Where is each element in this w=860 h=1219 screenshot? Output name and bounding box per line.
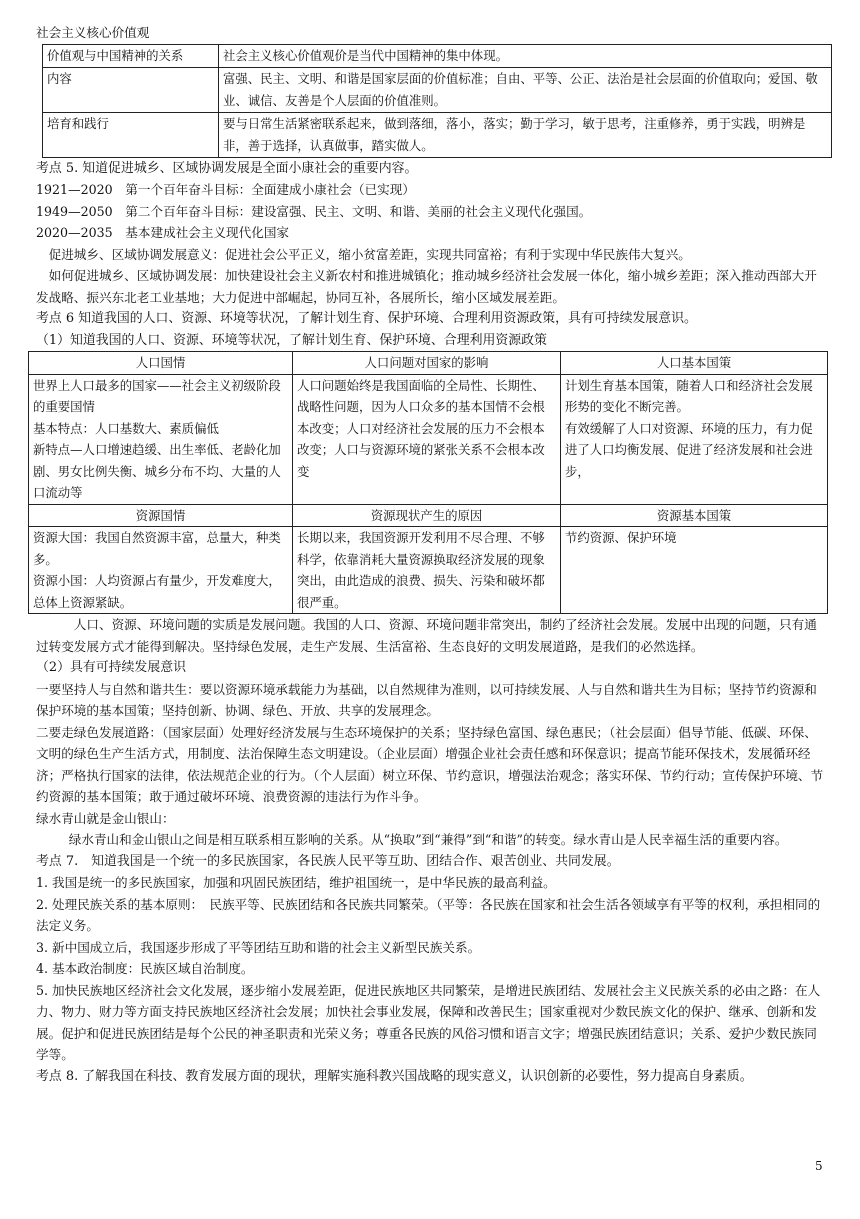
table-cell: 节约资源、保护环境 xyxy=(561,527,828,614)
kd7-item-2: 2. 处理民族关系的基本原则： 民族平等、民族团结和各民族共同繁荣。（平等：各民族在国家和社会生活各领域享有平等的权利，承担相同的法定义务。 xyxy=(36,896,821,933)
table-cell: 长期以来，我国资源开发利用不尽合理、不够科学，依靠消耗大量资源换取经济发展的现象突出，由此造成的浪费、损失、污染和破坏都很严重。 xyxy=(293,527,561,614)
table-cell-content: 要与日常生活紧密联系起来，做到落细，落小，落实；勤于学习，敏于思考，注重修养，勇于实践，明辨是非，善于选择，认真做事，踏实做人。 xyxy=(219,112,832,157)
kd5-paragraph-methods: 如何促进城乡、区域协调发展：加快建设社会主义新农村和推进城镇化；推动城乡经济社会发展一体化，缩小城乡差距；深入推动西部大开发战略、振兴东北老工业基地；大力促进中部崛起，协同互补，各展所长，缩小区域发展差距。 xyxy=(36,268,817,305)
table-header: 资源现状产生的原因 xyxy=(293,504,561,527)
table-header: 人口问题对国家的影响 xyxy=(293,352,561,375)
kd7-title: 考点 7. 知道我国是一个统一的多民族国家，各民族人民平等互助、团结合作、艰苦创业、共同发展。 xyxy=(36,853,620,869)
table-header: 资源基本国策 xyxy=(561,504,828,527)
table-row xyxy=(29,527,828,614)
table-row xyxy=(29,374,828,504)
table-row xyxy=(43,44,832,67)
table-header-row xyxy=(29,352,828,375)
kd6-subtitle-1: （1）知道我国的人口、资源、环境等状况，了解计划生育、保护环境、合理利用资源政策 xyxy=(36,332,547,348)
table-header: 人口国情 xyxy=(29,352,293,375)
table-cell-content: 社会主义核心价值观价是当代中国精神的集中体现。 xyxy=(219,44,832,67)
table-cell-label: 培育和践行 xyxy=(43,112,219,157)
section-title: 社会主义核心价值观 xyxy=(36,25,150,40)
kd5-title: 考点 5. 知道促进城乡、区域协调发展是全面小康社会的重要内容。 xyxy=(36,160,418,176)
table-cell: 计划生育基本国策，随着人口和经济社会发展形势的变化不断完善。 有效缓解了人口对资源、环境的压力，有力促进了人口均衡发展、促进了经济发展和社会进步， xyxy=(561,374,828,504)
kd5-paragraph-significance: 促进城乡、区域协调发展意义：促进社会公平正义，缩小贫富差距，实现共同富裕；有利于实现中华民族伟大复兴。 xyxy=(48,246,691,262)
kd7-item-3: 3. 新中国成立后，我国逐步形成了平等团结互助和谐的社会主义新型民族关系。 xyxy=(36,939,481,955)
kd8-title: 考点 8. 了解我国在科技、教育发展方面的现状，理解实施科教兴国战略的现实意义，认识创新的必要性，努力提高自身素质。 xyxy=(36,1068,753,1084)
kd6-paragraph-green: 二要走绿色发展道路：（国家层面）处理好经济发展与生态环境保护的关系；坚持绿色富国、绿色惠民；（社会层面）倡导节能、低碳、环保、文明的绿色生产生活方式，用制度、法治保障生态文明建设。（企业层面）增强企业社会责任感和环保意识；提高节能环保技术，发展循环经济；严格执行国家的法律，依法规范企业的行为。（个人层面）树立环保、节约意识，增强法治观念；落实环保、节约行动；宣传保护环境、节约资源的基本国策；敢于通过破坏环境、浪费资源的违法行为作斗争。 xyxy=(36,724,824,804)
page-number: 5 xyxy=(815,1159,823,1173)
table-header: 人口基本国策 xyxy=(561,352,828,375)
kd6-title: 考点 6 知道我国的人口、资源、环境等状况，了解计划生育、保护环境、合理利用资源政策，具有可持续发展意识。 xyxy=(36,311,697,326)
population-resources-table xyxy=(28,351,828,614)
table-cell: 资源大国：我国自然资源丰富，总量大，种类多。 资源小国：人均资源占有量少，开发难度大，总体上资源紧缺。 xyxy=(29,527,293,614)
document-page xyxy=(33,22,826,1087)
kd5-line1: 1921—2020 第一个百年奋斗目标：全面建成小康社会（已实现） xyxy=(36,182,415,197)
table-cell-label: 内容 xyxy=(43,67,219,112)
kd6-subtitle-2: （2）具有可持续发展意识 xyxy=(36,660,186,675)
kd6-paragraph-mountains-detail: 绿水青山和金山银山之间是相互联系相互影响的关系。从“换取”到“兼得”到“和谐”的转变。绿水青山是人民幸福生活的重要内容。 xyxy=(68,832,788,847)
core-values-table xyxy=(42,44,832,158)
kd5-line3: 2020—2035 基本建成社会主义现代化国家 xyxy=(36,225,290,240)
kd7-item-5: 5. 加快民族地区经济社会文化发展，逐步缩小发展差距，促进民族地区共同繁荣，是增进民族团结、发展社会主义民族关系的必由之路：在人力、物力、财力等方面支持民族地区经济社会发展；加快社会事业发展，保障和改善民生；国家重视对少数民族文化的保护、继承、创新和发展。促护和促进民族团结是每个公民的神圣职责和光荣义务；尊重各民族的风俗习惯和语言文字；增强民族团结意识；关系、爱护少数民族同学等。 xyxy=(36,982,821,1062)
table-cell: 世界上人口最多的国家——社会主义初级阶段的重要国情 基本特点：人口基数大、素质偏低 新特点—人口增速趋缓、出生率低、老龄化加剧、男女比例失衡、城乡分布不均、大量的人口流动等 xyxy=(29,374,293,504)
table-header-row xyxy=(29,504,828,527)
table-cell-content: 富强、民主、文明、和谐是国家层面的价值标准；自由、平等、公正、法治是社会层面的价值取向；爱国、敬业、诚信、友善是个人层面的价值准则。 xyxy=(219,67,832,112)
table-cell-label: 价值观与中国精神的关系 xyxy=(43,44,219,67)
table-row xyxy=(43,67,832,112)
table-header: 资源国情 xyxy=(29,504,293,527)
kd6-paragraph-essence: 人口、资源、环境问题的实质是发展问题。我国的人口、资源、环境问题非常突出，制约了经济社会发展。发展中出现的问题，只有通过转变发展方式才能得到解决。坚持绿色发展，走生产发展、生活富裕、生态良好的文明发展道路，是我们的必然选择。 xyxy=(36,617,817,654)
kd6-paragraph-mountains: 绿水青山就是金山银山： xyxy=(36,810,175,826)
table-row xyxy=(43,112,832,157)
kd7-item-1: 1. 我国是统一的多民族国家，加强和巩固民族团结，维护祖国统一，是中华民族的最高利益。 xyxy=(36,875,556,890)
table-cell: 人口问题始终是我国面临的全局性、长期性、战略性问题，因为人口众多的基本国情不会根本改变；人口对经济社会发展的压力不会根本改变；人口与资源环境的紧张关系不会根本改变 xyxy=(293,374,561,504)
kd6-paragraph-harmony: 一要坚持人与自然和谐共生：要以资源环境承载能力为基础，以自然规律为准则，以可持续发展、人与自然和谐共生为目标；坚持节约资源和保护环境的基本国策；坚持创新、协调、绿色、开放、共享的发展理念。 xyxy=(36,681,817,718)
kd5-line2: 1949—2050 第二个百年奋斗目标：建设富强、民主、文明、和谐、美丽的社会主义现代化强国。 xyxy=(36,203,592,219)
kd7-item-4: 4. 基本政治制度：民族区域自治制度。 xyxy=(36,961,254,976)
